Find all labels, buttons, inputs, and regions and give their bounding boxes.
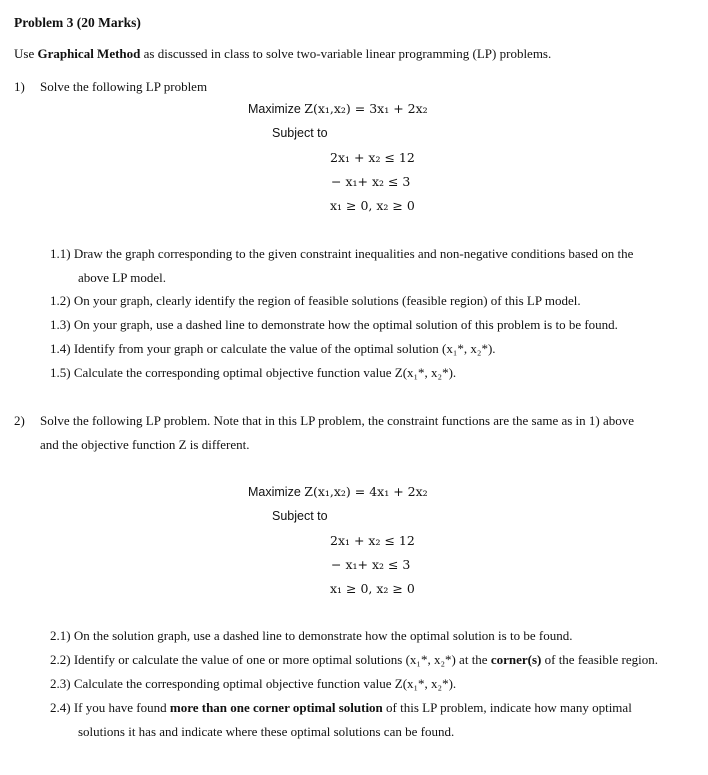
subitem-2-4-cont: solutions it has and indicate where these optimal solutions can be found. [78, 724, 455, 739]
subitem-1-4: 1.4) Identify from your graph or calculate the value of the optimal solution (x₁*, x₂*). [50, 341, 496, 356]
part2-constraint-2: − x₁+ x₂ ≤ 3 [331, 557, 411, 572]
subitem-1-2: 1.2) On your graph, clearly identify the region of feasible solutions (feasible region) of this LP model. [50, 293, 581, 308]
part1-objective [248, 101, 428, 116]
part2-number: 2) [14, 413, 25, 428]
intro-paragraph [14, 46, 551, 62]
subitem-2-2-pre: 2.2) Identify or calculate the value of one or more optimal solutions (x₁*, x₂*) at the [50, 652, 491, 667]
subitem-2-1: 2.1) On the solution graph, use a dashed line to demonstrate how the optimal solution is to be found. [50, 628, 573, 643]
subitem-2-2-bold: corner(s) [490, 652, 542, 667]
part1-text: Solve the following LP problem [40, 79, 208, 94]
part2-objective [248, 484, 428, 499]
part2-line2: and the objective function Z is different. [40, 437, 250, 452]
subitem-2-4-bold: more than one corner optimal solution [169, 700, 383, 715]
part2-maximize-label: Maximize [248, 485, 305, 499]
subitem-2-2 [50, 652, 658, 668]
subitem-2-4-pre: 2.4) If you have found [50, 700, 170, 715]
intro-after: as discussed in class to solve two-variable linear programming (LP) problems. [140, 46, 552, 61]
subitem-2-2-post: of the feasible region. [541, 652, 658, 667]
subitem-1-1: 1.1) Draw the graph corresponding to the given constraint inequalities and non-negative conditions based on the [50, 246, 634, 261]
part2-constraint-1: 2x₁ + x₂ ≤ 12 [330, 533, 415, 548]
subitem-1-3: 1.3) On your graph, use a dashed line to demonstrate how the optimal solution of this problem is to be found. [50, 317, 618, 332]
subitem-1-5: 1.5) Calculate the corresponding optimal objective function value Z(x₁*, x₂*). [50, 365, 457, 380]
part1-number: 1) [14, 79, 25, 94]
part1-subject-to: Subject to [272, 126, 328, 140]
part1-constraint-1: 2x₁ + x₂ ≤ 12 [330, 150, 415, 165]
subitem-2-4 [50, 700, 632, 716]
part1-maximize-label: Maximize [248, 102, 305, 116]
part1-heading [14, 79, 207, 95]
problem-title: Problem 3 (20 Marks) [14, 15, 141, 30]
intro-before: Use [14, 46, 38, 61]
part1-constraint-3: x₁ ≥ 0, x₂ ≥ 0 [330, 198, 415, 213]
part1-objective-formula: Z(x₁,x₂) = 3x₁ + 2x₂ [304, 101, 428, 116]
part2-line1: Solve the following LP problem. Note that in this LP problem, the constraint functions are the same as in 1) above [40, 413, 635, 428]
part2-subject-to: Subject to [272, 509, 328, 523]
part2-objective-formula: Z(x₁,x₂) = 4x₁ + 2x₂ [304, 484, 428, 499]
part2-constraint-3: x₁ ≥ 0, x₂ ≥ 0 [330, 581, 415, 596]
subitem-2-3: 2.3) Calculate the corresponding optimal objective function value Z(x₁*, x₂*). [50, 676, 457, 691]
subitem-2-4-post: of this LP problem, indicate how many optimal [382, 700, 632, 715]
subitem-1-1-cont: above LP model. [78, 270, 166, 285]
intro-bold: Graphical Method [37, 46, 141, 61]
part1-constraint-2: − x₁+ x₂ ≤ 3 [331, 174, 411, 189]
part2-heading [14, 413, 634, 429]
